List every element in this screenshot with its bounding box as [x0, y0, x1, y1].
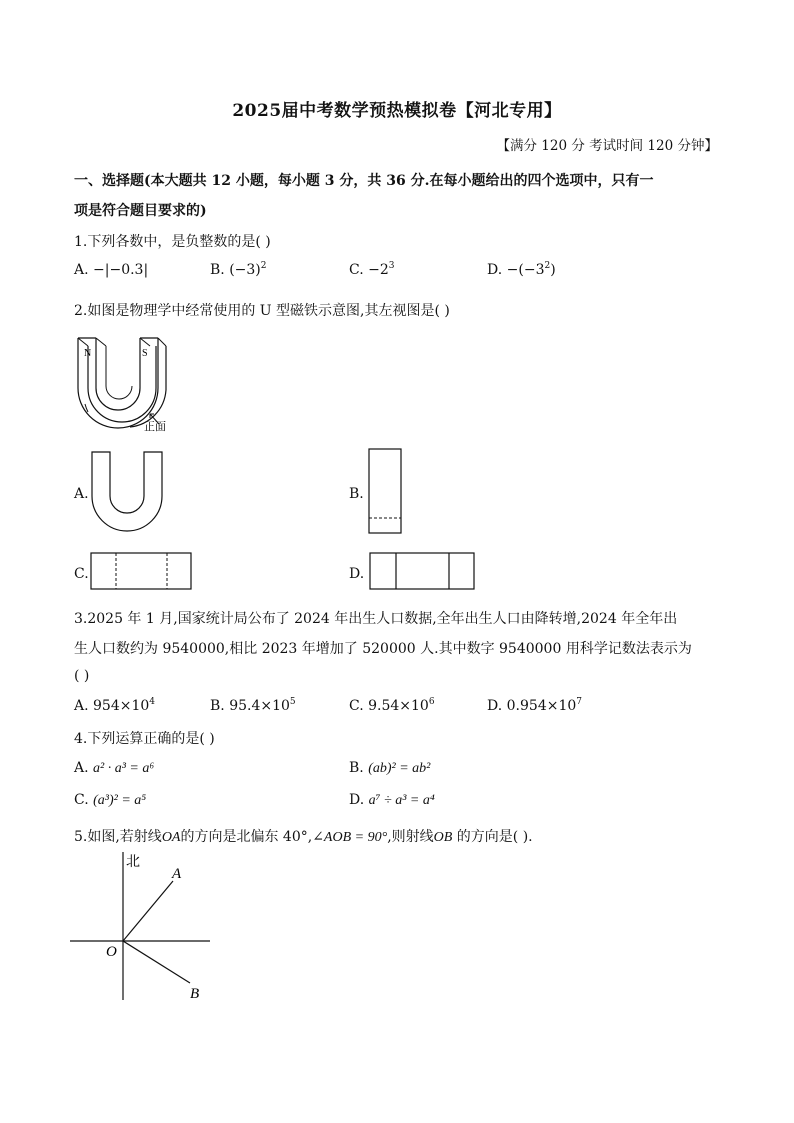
- question-4-stem: 4.下列运算正确的是( ): [74, 731, 215, 747]
- question-3-stem-line3: ( ): [74, 668, 90, 684]
- option-text: a⁷ ÷ a³ = a⁴: [368, 793, 435, 808]
- option-base: 0.954×10: [506, 698, 577, 714]
- option-exponent: 7: [576, 697, 582, 707]
- question-2-option-d-label[interactable]: D.: [349, 566, 365, 582]
- option-label: B.: [210, 698, 225, 714]
- question-2-stem: 2.如图是物理学中经常使用的 U 型磁铁示意图,其左视图是( ): [74, 303, 450, 319]
- pole-s-label: S: [142, 348, 148, 359]
- point-o-label: O: [106, 944, 117, 960]
- option-exponent: 2: [260, 261, 267, 271]
- option-label: D.: [349, 792, 365, 808]
- question-2-option-b-label[interactable]: B.: [349, 486, 364, 502]
- option-label: C.: [74, 792, 89, 808]
- question-3-option-a[interactable]: [74, 698, 155, 714]
- option-base: 9.54×10: [368, 698, 429, 714]
- pole-n-label: N: [84, 348, 92, 359]
- question-3-stem-line1: 3.2025 年 1 月,国家统计局公布了 2024 年出生人口数据,全年出生人口由降转增,2024 年全年出: [74, 611, 678, 627]
- exam-info: 【满分 120 分 考试时间 120 分钟】: [496, 138, 718, 154]
- ray-ob-line: [123, 941, 190, 983]
- question-3-option-c[interactable]: [349, 698, 435, 714]
- question-1-option-c[interactable]: [349, 262, 395, 278]
- option-exponent: 4: [149, 697, 156, 707]
- option-label: C.: [349, 698, 364, 714]
- angle-aob: ∠AOB = 90°: [312, 830, 388, 845]
- section-heading-line2: 项是符合题目要求的): [74, 203, 207, 219]
- question-4-option-b[interactable]: [349, 760, 430, 777]
- section-heading-line1: 一、选择题(本大题共 12 小题，每小题 3 分，共 36 分.在每小题给出的四个选项中，只有一: [74, 173, 654, 189]
- question-1-option-d[interactable]: [487, 262, 556, 278]
- question-3-stem-line2: 生人口数约为 9540000,相比 2023 年增加了 520000 人.其中数字 9540000 用科学记数法表示为: [74, 641, 692, 657]
- front-label: 正面: [144, 421, 166, 433]
- question-2-option-c-figure[interactable]: [90, 552, 194, 592]
- question-5-stem: [74, 826, 533, 846]
- option-label: D.: [487, 698, 503, 714]
- question-3-option-d[interactable]: [487, 698, 582, 714]
- stem-text: 的方向是北偏东 40°,: [180, 829, 313, 845]
- option-text: a² · a³ = a⁶: [93, 761, 155, 776]
- option-label: B.: [349, 760, 364, 776]
- option-text: (a³)² = a⁵: [93, 793, 147, 808]
- option-base: −2: [368, 262, 389, 278]
- direction-angle-figure: [66, 850, 216, 1005]
- option-post: ): [550, 262, 556, 278]
- point-a-label: A: [172, 866, 182, 882]
- option-label: C.: [349, 262, 364, 278]
- option-base: 954×10: [93, 698, 150, 714]
- question-1-option-a[interactable]: [74, 262, 148, 278]
- stem-text: 5.如图,若射线: [74, 829, 162, 845]
- option-label: D.: [487, 262, 503, 278]
- question-2-option-a-label[interactable]: A.: [74, 486, 89, 502]
- option-text: −|−0.3|: [93, 262, 149, 278]
- question-2-option-d-figure[interactable]: [369, 552, 477, 592]
- stem-text: 的方向是( ).: [452, 829, 533, 845]
- option-text: (ab)² = ab²: [368, 761, 431, 776]
- option-label: A.: [74, 698, 89, 714]
- option-exponent: 6: [428, 697, 435, 707]
- option-base: 95.4×10: [229, 698, 290, 714]
- ray-ob: OB: [433, 830, 453, 845]
- option-label: A.: [74, 262, 89, 278]
- option-label: A.: [74, 760, 89, 776]
- option-exponent: 3: [388, 261, 395, 271]
- question-4-option-c[interactable]: [74, 792, 146, 809]
- point-b-label: B: [190, 986, 200, 1002]
- option-base: (−3): [229, 262, 261, 278]
- ray-oa-line: [123, 881, 173, 941]
- option-exponent: 5: [289, 697, 296, 707]
- question-1-stem: 1.下列各数中，是负整数的是( ): [74, 234, 271, 250]
- question-2-option-a-figure[interactable]: [90, 450, 166, 534]
- question-1-option-b[interactable]: [210, 262, 267, 278]
- u-magnet-figure: [68, 328, 188, 436]
- page-title: 2025届中考数学预热模拟卷【河北专用】: [232, 101, 562, 121]
- question-3-option-b[interactable]: [210, 698, 296, 714]
- north-label: 北: [126, 855, 140, 870]
- ray-oa: OA: [161, 830, 181, 845]
- question-2-option-b-figure[interactable]: [368, 448, 404, 536]
- option-pre: −(−3: [506, 262, 545, 278]
- question-4-option-a[interactable]: [74, 760, 154, 777]
- stem-text: ,则射线: [387, 829, 434, 845]
- option-exponent: 2: [544, 261, 551, 271]
- question-4-option-d[interactable]: [349, 792, 435, 809]
- question-2-option-c-label[interactable]: C.: [74, 566, 89, 582]
- option-label: B.: [210, 262, 225, 278]
